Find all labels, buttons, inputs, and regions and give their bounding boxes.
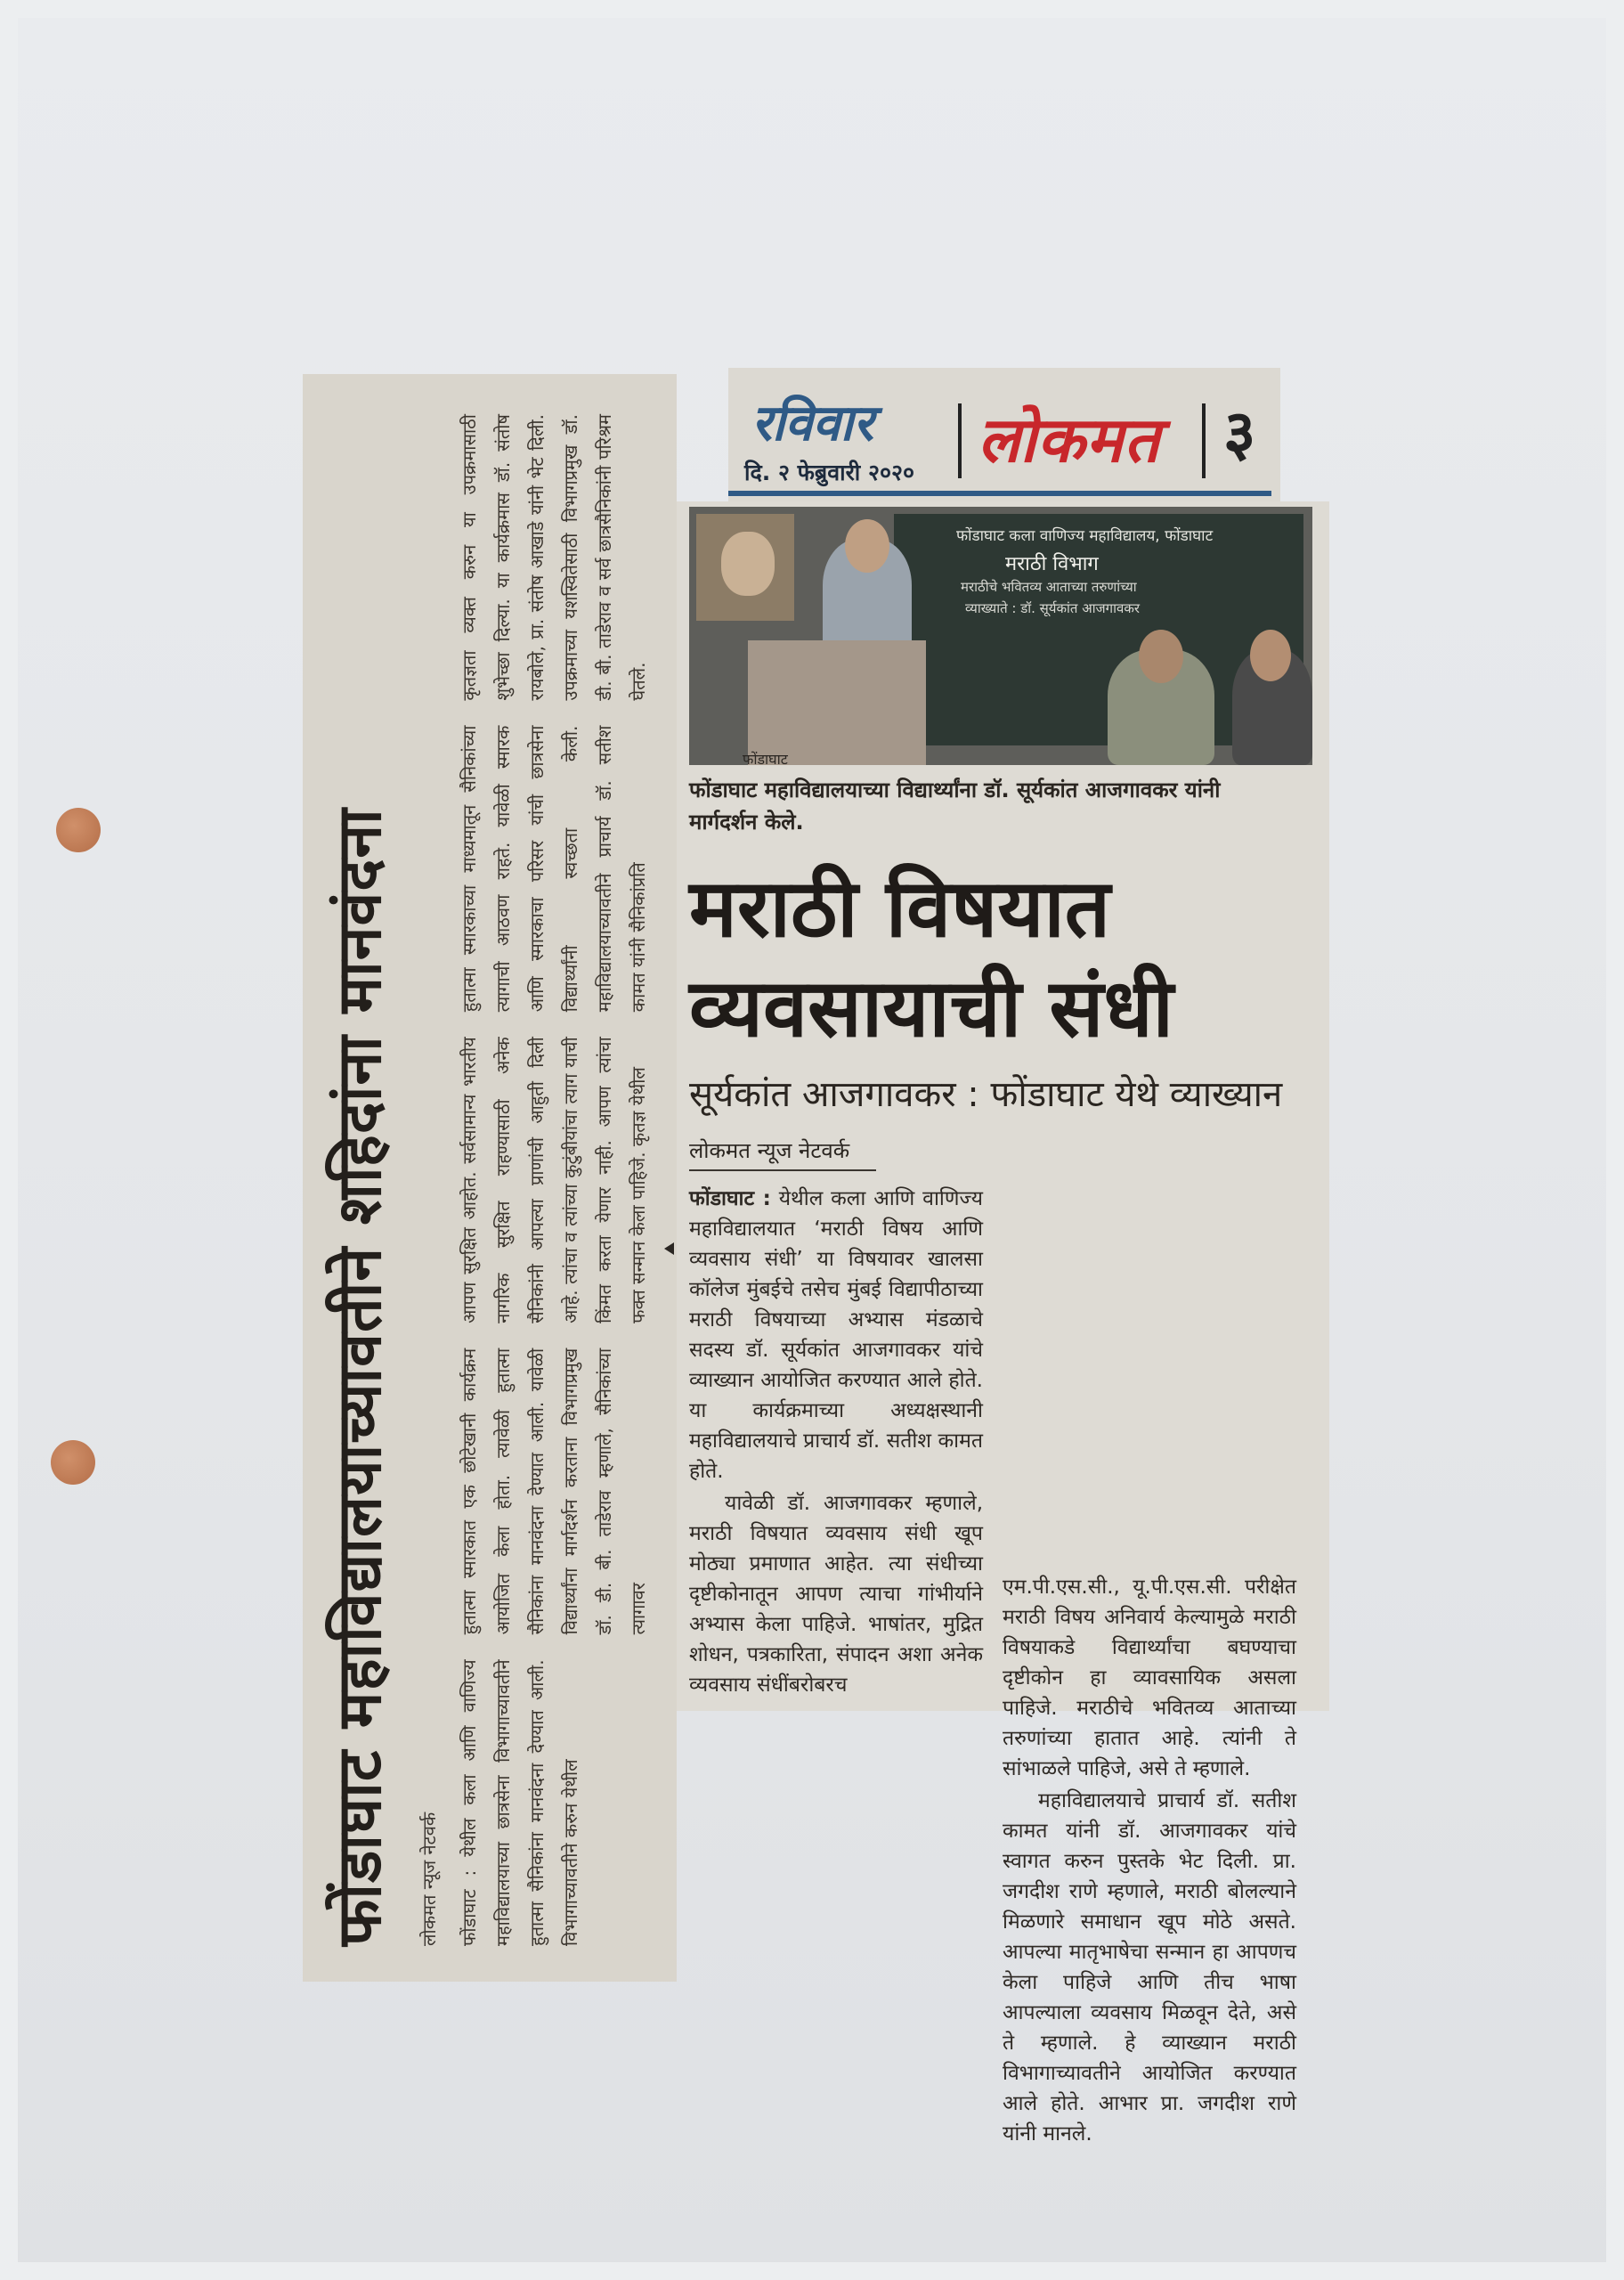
board-text-3: मराठीचे भवितव्य आताच्या तरुणांच्या	[961, 579, 1137, 595]
dateline: फोंडाघाट :	[689, 1187, 771, 1210]
article-column-1	[689, 1184, 983, 1702]
rotated-news-clipping	[303, 374, 677, 1982]
masthead-logo: लोकमत	[978, 403, 1161, 476]
article-column-2	[1003, 1572, 1296, 2151]
seated-person-1-head	[1139, 630, 1183, 683]
article-paragraph: एम.पी.एस.सी., यू.पी.एस.सी. परीक्षेत मराठी विषय अनिवार्य केल्यामुळे मराठी विषयाकडे विद्यार्थ्यांचा बघण्याचा दृष्टीकोन हा व्यावसायिक असला पाहिजे. मराठीचे भवितव्य आताच्या तरुणांच्या हातात आहे. त्यांनी ते सांभाळले पाहिजे, असे ते म्हणाले.	[1003, 1576, 1296, 1780]
rotated-column-4: हुतात्मा स्मारकाच्या माध्यमातून सैनिकांच्या त्यागाची आठवण राहते. यावेळी स्मारक आणि स्मारकाचा परिसर यांची छात्रसेना विद्यार्थ्यांनी स्वच्छता केली. महाविद्यालयाच्यावतीने प्राचार्य डॉ. सतीश कामत यांनी सैनिकांप्रति	[459, 725, 649, 1013]
rotated-column-2: हुतात्मा स्मारकात एक छोटेखानी कार्यक्रम आयोजित केला होता. त्यावेळी हुतात्मा सैनिकांना मानवंदना देण्यात आली. यावेळी विद्यार्थ्यांना मार्गदर्शन करताना विभागप्रमुख डॉ. डी. बी. ताडेराव म्हणाले, सैनिकांच्या त्यागावर	[459, 1348, 649, 1635]
podium	[748, 640, 926, 765]
board-text-1: फोंडाघाट कला वाणिज्य महाविद्यालय, फोंडाघाट	[956, 527, 1214, 545]
main-headline-line-2: व्यवसायाची संधी	[689, 962, 1173, 1055]
rotated-columns	[452, 414, 666, 1946]
article-paragraph: महाविद्यालयाचे प्राचार्य डॉ. सतीश कामत यांनी डॉ. आजगावकर यांचे स्वागत करुन पुस्तके भेट दिली. प्रा. जगदीश राणे म्हणाले, मराठी बोलल्याने मिळणारे समाधान खूप मोठे असते. आपल्या मातृभाषेचा सन्मान हा आपणच केला पाहिजे आणि तीच भाषा आपल्याला व्यवसाय मिळवून देते, असे ते म्हणाले. हे व्याख्यान मराठी विभागाच्यावतीने आयोजित करण्यात आले होते. आभार प्रा. जगदीश राणे यांनी मानले.	[1003, 1789, 1296, 2146]
seated-person-2-head	[1250, 630, 1291, 681]
rotated-column-3: आपण सुरक्षित आहोत. सर्वसामान्य भारतीय नागरिक सुरक्षित राहण्यासाठी अनेक सैनिकांनी आपल्या प्राणांची आहुती दिली आहे. त्यांचा व त्यांच्या कुटुंबीयांचा त्याग याची किंमत करता येणार नाही. आपण त्यांचा फक्त सन्मान केला पाहिजे. कृतज्ञ येथील	[459, 1037, 649, 1323]
masthead-divider-2	[1202, 403, 1206, 478]
masthead-date: दि. २ फेब्रुवारी २०२०	[744, 460, 914, 485]
rotated-byline: लोकमत न्यूज नेटवर्क	[418, 1812, 440, 1946]
masthead-divider	[958, 403, 962, 478]
article-paragraph: यावेळी डॉ. आजगावकर म्हणाले, मराठी विषयात व्यवसाय संधी खूप मोठ्या प्रमाणात आहेत. त्या संधीच्या दृष्टीकोनातून आपण त्याचा गांभीर्याने अभ्यास केला पाहिजे. भाषांतर, मुद्रित शोधन, पत्रकारिता, संपादन अशा अनेक व्यवसाय संधींबरोबरच	[689, 1492, 983, 1697]
masthead-edition: रविवार	[751, 395, 874, 452]
main-headline	[689, 859, 1312, 1059]
masthead-rule	[728, 491, 1271, 496]
photo-caption: फोंडाघाट महाविद्यालयाच्या विद्यार्थ्यांना डॉ. सूर्यकांत आजगावकर यांनी मार्गदर्शन केले.	[689, 778, 1221, 835]
event-photo	[689, 507, 1312, 765]
main-news-clipping	[677, 501, 1329, 2146]
speaker-head	[845, 519, 889, 573]
board-text-4: व्याख्याते : डॉ. सूर्यकांत आजगावकर	[965, 600, 1141, 616]
rotated-column-5: कृतज्ञता व्यक्त करुन या उपक्रमासाठी शुभेच्छा दिल्या. या कार्यक्रमास डॉ. संतोष रायबोले, प्रा. संतोष आखाडे यांनी भेट दिली. उपक्रमाच्या यशस्वितेसाठी विभागप्रमुख डॉ. डी. बी. ताडेराव व सर्व छात्रसैनिकांनी परिश्रम घेतले.	[459, 414, 649, 701]
main-byline: लोकमत न्यूज नेटवर्क	[689, 1138, 850, 1163]
paragraph-text: येथील कला आणि वाणिज्य महाविद्यालयात ‘मराठी विषय आणि व्यवसाय संधी’ या विषयावर खालसा कॉलेज मुंबईचे तसेच मुंबई विद्यापीठाच्या मराठी विषयाच्या अभ्यास मंडळाचे सदस्य डॉ. सूर्यकांत आजगावकर यांचे व्याख्यान आयोजित करण्यात आले होते. या कार्यक्रमाच्या अध्यक्षस्थानी महाविद्यालयाचे प्राचार्य डॉ. सतीश कामत होते.	[689, 1187, 983, 1483]
wall-portrait	[696, 514, 794, 621]
punch-hole-top	[56, 808, 101, 852]
board-text-2: मराठी विभाग	[1005, 553, 1099, 575]
punch-hole-bottom	[51, 1440, 95, 1485]
article-paragraph	[689, 1184, 983, 1486]
masthead-clipping	[728, 368, 1280, 501]
arrow-marker-icon	[664, 1242, 674, 1255]
rotated-column-1: फोंडाघाट : येथील कला आणि वाणिज्य महाविद्यालयाच्या छात्रसेना विभागाच्यावतीने हुतात्मा सैनिकांना मानवंदना देण्यात आली. विभागाच्यावतीने करुन येथील	[459, 1659, 581, 1946]
main-headline-line-1: मराठी विषयात	[689, 862, 1111, 956]
byline-underline	[689, 1169, 876, 1171]
masthead-page-number: ३	[1223, 396, 1256, 469]
rotated-article	[303, 374, 677, 1982]
podium-label: फोंडाघाट	[743, 751, 788, 765]
subheadline: सूर्यकांत आजगावकर : फोंडाघाट येथे व्याख्यान	[689, 1074, 1283, 1115]
portrait-face	[721, 532, 775, 596]
rotated-headline: फोंडाघाट महाविद्यालयाच्यावतीने शहिदांना मानवंदना	[325, 808, 395, 1946]
